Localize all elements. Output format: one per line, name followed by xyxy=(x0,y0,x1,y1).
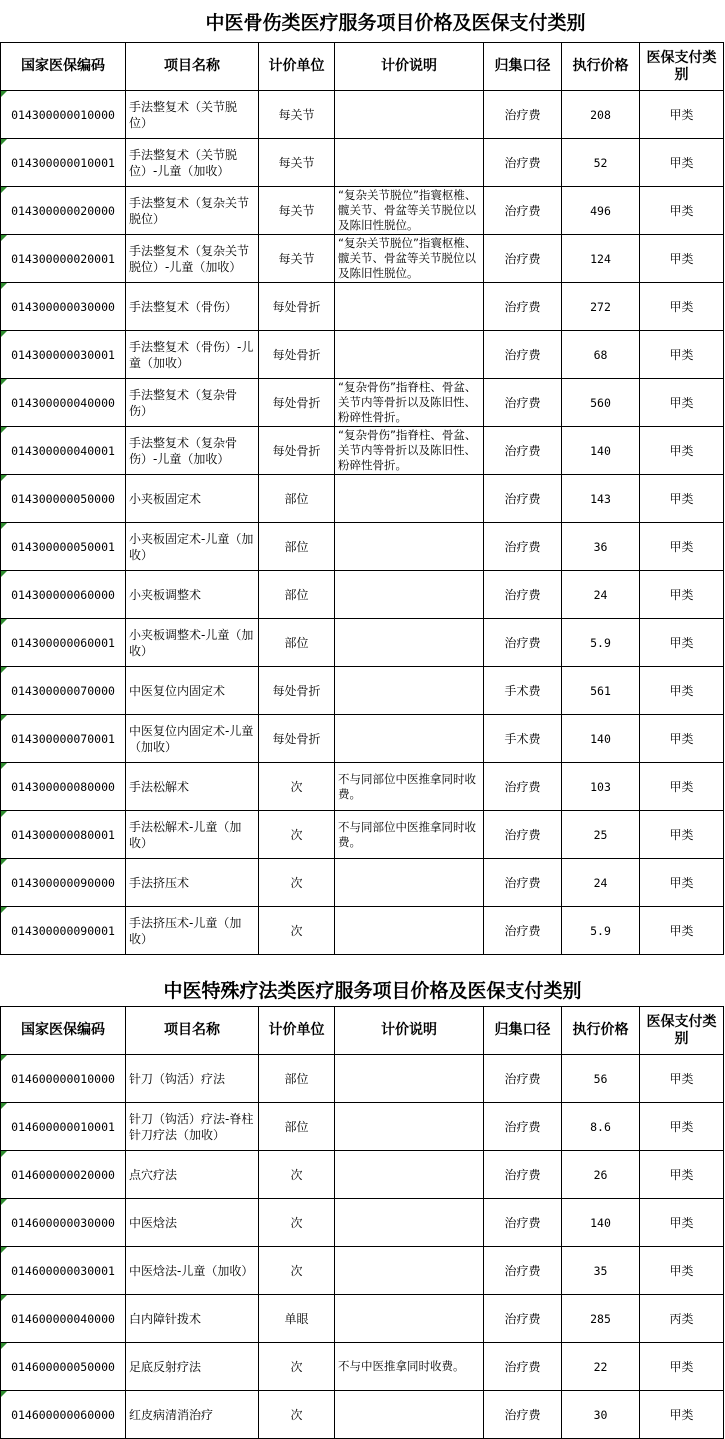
category-cell: 治疗费 xyxy=(484,619,562,667)
header-name: 项目名称 xyxy=(126,43,259,91)
unit-cell: 部位 xyxy=(259,523,335,571)
table-row xyxy=(1,571,724,619)
name-cell: 手法整复术（骨伤）-儿童（加收） xyxy=(126,331,259,379)
pay-class-cell: 甲类 xyxy=(640,475,724,523)
name-cell: 手法挤压术 xyxy=(126,859,259,907)
price-cell: 140 xyxy=(562,1199,640,1247)
code-cell: 014300000060000 xyxy=(1,571,126,619)
unit-cell: 次 xyxy=(259,811,335,859)
section-title: 中医骨伤类医疗服务项目价格及医保支付类别 xyxy=(205,12,586,34)
price-cell: 272 xyxy=(562,283,640,331)
note-cell xyxy=(335,619,484,667)
pay-class-cell: 甲类 xyxy=(640,907,724,955)
header-category: 归集口径 xyxy=(484,43,562,91)
pay-class-cell: 甲类 xyxy=(640,235,724,283)
pay-class-cell: 甲类 xyxy=(640,571,724,619)
table-body xyxy=(1,1055,724,1439)
unit-cell: 部位 xyxy=(259,475,335,523)
header-pay: 医保支付类别 xyxy=(640,1007,724,1055)
code-cell: 014300000020001 xyxy=(1,235,126,283)
unit-cell: 部位 xyxy=(259,571,335,619)
unit-cell: 次 xyxy=(259,1247,335,1295)
note-cell xyxy=(335,667,484,715)
note-cell xyxy=(335,1199,484,1247)
price-cell: 24 xyxy=(562,571,640,619)
header-price: 执行价格 xyxy=(562,43,640,91)
name-cell: 中医焓法-儿童（加收） xyxy=(126,1247,259,1295)
code-cell: 014300000070000 xyxy=(1,667,126,715)
code-cell: 014300000080000 xyxy=(1,763,126,811)
pay-class-cell: 甲类 xyxy=(640,283,724,331)
price-cell: 208 xyxy=(562,91,640,139)
pay-class-cell: 甲类 xyxy=(640,139,724,187)
pay-class-cell: 甲类 xyxy=(640,379,724,427)
table-row xyxy=(1,859,724,907)
pay-class-cell: 甲类 xyxy=(640,763,724,811)
name-cell: 小夹板固定术 xyxy=(126,475,259,523)
header-code: 国家医保编码 xyxy=(1,1007,126,1055)
table-row xyxy=(1,331,724,379)
name-cell: 针刀（钩活）疗法-脊柱针刀疗法（加收） xyxy=(126,1103,259,1151)
note-cell xyxy=(335,1103,484,1151)
note-cell xyxy=(335,91,484,139)
name-cell: 手法挤压术-儿童（加收） xyxy=(126,907,259,955)
unit-cell: 部位 xyxy=(259,1055,335,1103)
table-row xyxy=(1,1199,724,1247)
code-cell: 014600000040000 xyxy=(1,1295,126,1343)
table-row xyxy=(1,763,724,811)
name-cell: 手法整复术（骨伤） xyxy=(126,283,259,331)
code-cell: 014300000050001 xyxy=(1,523,126,571)
pay-class-cell: 甲类 xyxy=(640,1151,724,1199)
note-cell xyxy=(335,1391,484,1439)
category-cell: 治疗费 xyxy=(484,139,562,187)
note-cell xyxy=(335,331,484,379)
header-pay: 医保支付类别 xyxy=(640,43,724,91)
unit-cell: 每关节 xyxy=(259,139,335,187)
category-cell: 手术费 xyxy=(484,667,562,715)
note-cell xyxy=(335,571,484,619)
table-row xyxy=(1,523,724,571)
code-cell: 014300000010000 xyxy=(1,91,126,139)
note-cell xyxy=(335,1151,484,1199)
unit-cell: 次 xyxy=(259,907,335,955)
table-row xyxy=(1,91,724,139)
category-cell: 治疗费 xyxy=(484,1247,562,1295)
code-cell: 014600000030001 xyxy=(1,1247,126,1295)
pay-class-cell: 甲类 xyxy=(640,859,724,907)
category-cell: 治疗费 xyxy=(484,907,562,955)
price-cell: 52 xyxy=(562,139,640,187)
name-cell: 手法整复术（复杂关节脱位）-儿童（加收） xyxy=(126,235,259,283)
code-cell: 014300000050000 xyxy=(1,475,126,523)
note-cell: “复杂关节脱位”指寰枢椎、髋关节、骨盆等关节脱位以及陈旧性脱位。 xyxy=(335,235,484,283)
table-row xyxy=(1,907,724,955)
pay-class-cell: 甲类 xyxy=(640,91,724,139)
pay-class-cell: 甲类 xyxy=(640,523,724,571)
table-row xyxy=(1,619,724,667)
pay-class-cell: 甲类 xyxy=(640,715,724,763)
category-cell: 治疗费 xyxy=(484,811,562,859)
table-row xyxy=(1,187,724,235)
code-cell: 014300000090000 xyxy=(1,859,126,907)
section-title: 中医特殊疗法类医疗服务项目价格及医保支付类别 xyxy=(163,980,582,1002)
table-row xyxy=(1,715,724,763)
price-cell: 68 xyxy=(562,331,640,379)
category-cell: 治疗费 xyxy=(484,379,562,427)
code-cell: 014600000010000 xyxy=(1,1055,126,1103)
code-cell: 014300000060001 xyxy=(1,619,126,667)
table-row xyxy=(1,1055,724,1103)
table-row xyxy=(1,235,724,283)
category-cell: 治疗费 xyxy=(484,331,562,379)
note-cell: “复杂骨伤”指脊柱、骨盆、关节内等骨折以及陈旧性、粉碎性骨折。 xyxy=(335,379,484,427)
category-cell: 治疗费 xyxy=(484,475,562,523)
table-body xyxy=(1,91,724,955)
category-cell: 治疗费 xyxy=(484,91,562,139)
pay-class-cell: 甲类 xyxy=(640,667,724,715)
category-cell: 治疗费 xyxy=(484,571,562,619)
pay-class-cell: 丙类 xyxy=(640,1295,724,1343)
name-cell: 小夹板调整术 xyxy=(126,571,259,619)
name-cell: 针刀（钩活）疗法 xyxy=(126,1055,259,1103)
table-row xyxy=(1,811,724,859)
header-price: 执行价格 xyxy=(562,1007,640,1055)
price-cell: 285 xyxy=(562,1295,640,1343)
header-category: 归集口径 xyxy=(484,1007,562,1055)
price-cell: 30 xyxy=(562,1391,640,1439)
note-cell: 不与同部位中医推拿同时收费。 xyxy=(335,811,484,859)
price-cell: 8.6 xyxy=(562,1103,640,1151)
unit-cell: 部位 xyxy=(259,619,335,667)
price-cell: 36 xyxy=(562,523,640,571)
table-row xyxy=(1,139,724,187)
table-row xyxy=(1,1343,724,1391)
note-cell: 不与同部位中医推拿同时收费。 xyxy=(335,763,484,811)
price-cell: 35 xyxy=(562,1247,640,1295)
price-cell: 25 xyxy=(562,811,640,859)
unit-cell: 每关节 xyxy=(259,235,335,283)
code-cell: 014300000030000 xyxy=(1,283,126,331)
header-unit: 计价单位 xyxy=(259,1007,335,1055)
table-row xyxy=(1,475,724,523)
pay-class-cell: 甲类 xyxy=(640,811,724,859)
name-cell: 手法整复术（关节脱位） xyxy=(126,91,259,139)
unit-cell: 每处骨折 xyxy=(259,667,335,715)
unit-cell: 每处骨折 xyxy=(259,427,335,475)
name-cell: 手法松解术-儿童（加收） xyxy=(126,811,259,859)
name-cell: 手法整复术（关节脱位）-儿童（加收） xyxy=(126,139,259,187)
price-cell: 26 xyxy=(562,1151,640,1199)
category-cell: 治疗费 xyxy=(484,283,562,331)
category-cell: 治疗费 xyxy=(484,1151,562,1199)
code-cell: 014600000020000 xyxy=(1,1151,126,1199)
pay-class-cell: 甲类 xyxy=(640,1391,724,1439)
table-row xyxy=(1,1391,724,1439)
price-cell: 103 xyxy=(562,763,640,811)
unit-cell: 次 xyxy=(259,1343,335,1391)
note-cell: 不与中医推拿同时收费。 xyxy=(335,1343,484,1391)
category-cell: 治疗费 xyxy=(484,1199,562,1247)
name-cell: 手法整复术（复杂关节脱位） xyxy=(126,187,259,235)
note-cell xyxy=(335,859,484,907)
note-cell xyxy=(335,1295,484,1343)
price-cell: 124 xyxy=(562,235,640,283)
table-row xyxy=(1,283,724,331)
note-cell xyxy=(335,715,484,763)
table-row xyxy=(1,1247,724,1295)
pay-class-cell: 甲类 xyxy=(640,427,724,475)
note-cell xyxy=(335,907,484,955)
category-cell: 治疗费 xyxy=(484,187,562,235)
note-cell: “复杂关节脱位”指寰枢椎、髋关节、骨盆等关节脱位以及陈旧性脱位。 xyxy=(335,187,484,235)
code-cell: 014300000080001 xyxy=(1,811,126,859)
category-cell: 治疗费 xyxy=(484,1295,562,1343)
name-cell: 中医复位内固定术 xyxy=(126,667,259,715)
note-cell: “复杂骨伤”指脊柱、骨盆、关节内等骨折以及陈旧性、粉碎性骨折。 xyxy=(335,427,484,475)
unit-cell: 次 xyxy=(259,859,335,907)
code-cell: 014600000010001 xyxy=(1,1103,126,1151)
unit-cell: 每关节 xyxy=(259,187,335,235)
table-row xyxy=(1,1103,724,1151)
unit-cell: 每处骨折 xyxy=(259,283,335,331)
table-row xyxy=(1,427,724,475)
category-cell: 治疗费 xyxy=(484,859,562,907)
code-cell: 014600000050000 xyxy=(1,1343,126,1391)
pay-class-cell: 甲类 xyxy=(640,187,724,235)
category-cell: 治疗费 xyxy=(484,1055,562,1103)
note-cell xyxy=(335,475,484,523)
code-cell: 014600000060000 xyxy=(1,1391,126,1439)
category-cell: 治疗费 xyxy=(484,235,562,283)
price-cell: 561 xyxy=(562,667,640,715)
name-cell: 红皮病清消治疗 xyxy=(126,1391,259,1439)
price-cell: 140 xyxy=(562,427,640,475)
code-cell: 014300000070001 xyxy=(1,715,126,763)
pay-class-cell: 甲类 xyxy=(640,1055,724,1103)
header-row xyxy=(1,1007,724,1055)
pay-class-cell: 甲类 xyxy=(640,1103,724,1151)
unit-cell: 次 xyxy=(259,1391,335,1439)
note-cell xyxy=(335,523,484,571)
unit-cell: 次 xyxy=(259,1199,335,1247)
category-cell: 治疗费 xyxy=(484,1391,562,1439)
pay-class-cell: 甲类 xyxy=(640,331,724,379)
header-unit: 计价单位 xyxy=(259,43,335,91)
category-cell: 治疗费 xyxy=(484,523,562,571)
price-cell: 22 xyxy=(562,1343,640,1391)
price-cell: 560 xyxy=(562,379,640,427)
unit-cell: 每处骨折 xyxy=(259,331,335,379)
price-table-special-therapy xyxy=(0,1006,724,1439)
note-cell xyxy=(335,283,484,331)
name-cell: 点穴疗法 xyxy=(126,1151,259,1199)
header-note: 计价说明 xyxy=(335,1007,484,1055)
code-cell: 014300000020000 xyxy=(1,187,126,235)
code-cell: 014300000090001 xyxy=(1,907,126,955)
category-cell: 手术费 xyxy=(484,715,562,763)
name-cell: 白内障针拨术 xyxy=(126,1295,259,1343)
name-cell: 足底反射疗法 xyxy=(126,1343,259,1391)
price-cell: 56 xyxy=(562,1055,640,1103)
unit-cell: 每关节 xyxy=(259,91,335,139)
price-cell: 140 xyxy=(562,715,640,763)
pay-class-cell: 甲类 xyxy=(640,1199,724,1247)
unit-cell: 次 xyxy=(259,1151,335,1199)
name-cell: 中医复位内固定术-儿童（加收） xyxy=(126,715,259,763)
price-cell: 143 xyxy=(562,475,640,523)
name-cell: 中医焓法 xyxy=(126,1199,259,1247)
note-cell xyxy=(335,1055,484,1103)
header-row xyxy=(1,43,724,91)
header-code: 国家医保编码 xyxy=(1,43,126,91)
header-name: 项目名称 xyxy=(126,1007,259,1055)
pay-class-cell: 甲类 xyxy=(640,619,724,667)
pay-class-cell: 甲类 xyxy=(640,1343,724,1391)
code-cell: 014300000040000 xyxy=(1,379,126,427)
header-note: 计价说明 xyxy=(335,43,484,91)
table-row xyxy=(1,667,724,715)
code-cell: 014300000030001 xyxy=(1,331,126,379)
unit-cell: 每处骨折 xyxy=(259,379,335,427)
name-cell: 小夹板调整术-儿童（加收） xyxy=(126,619,259,667)
price-cell: 5.9 xyxy=(562,907,640,955)
unit-cell: 次 xyxy=(259,763,335,811)
name-cell: 小夹板固定术-儿童（加收） xyxy=(126,523,259,571)
category-cell: 治疗费 xyxy=(484,427,562,475)
name-cell: 手法整复术（复杂骨伤）-儿童（加收） xyxy=(126,427,259,475)
code-cell: 014600000030000 xyxy=(1,1199,126,1247)
category-cell: 治疗费 xyxy=(484,763,562,811)
name-cell: 手法松解术 xyxy=(126,763,259,811)
category-cell: 治疗费 xyxy=(484,1103,562,1151)
code-cell: 014300000040001 xyxy=(1,427,126,475)
pay-class-cell: 甲类 xyxy=(640,1247,724,1295)
note-cell xyxy=(335,139,484,187)
table-row xyxy=(1,379,724,427)
price-cell: 24 xyxy=(562,859,640,907)
price-cell: 5.9 xyxy=(562,619,640,667)
table-row xyxy=(1,1295,724,1343)
note-cell xyxy=(335,1247,484,1295)
unit-cell: 每处骨折 xyxy=(259,715,335,763)
unit-cell: 部位 xyxy=(259,1103,335,1151)
price-table-orthopedics xyxy=(0,42,724,955)
price-cell: 496 xyxy=(562,187,640,235)
table-row xyxy=(1,1151,724,1199)
category-cell: 治疗费 xyxy=(484,1343,562,1391)
name-cell: 手法整复术（复杂骨伤） xyxy=(126,379,259,427)
code-cell: 014300000010001 xyxy=(1,139,126,187)
unit-cell: 单眼 xyxy=(259,1295,335,1343)
